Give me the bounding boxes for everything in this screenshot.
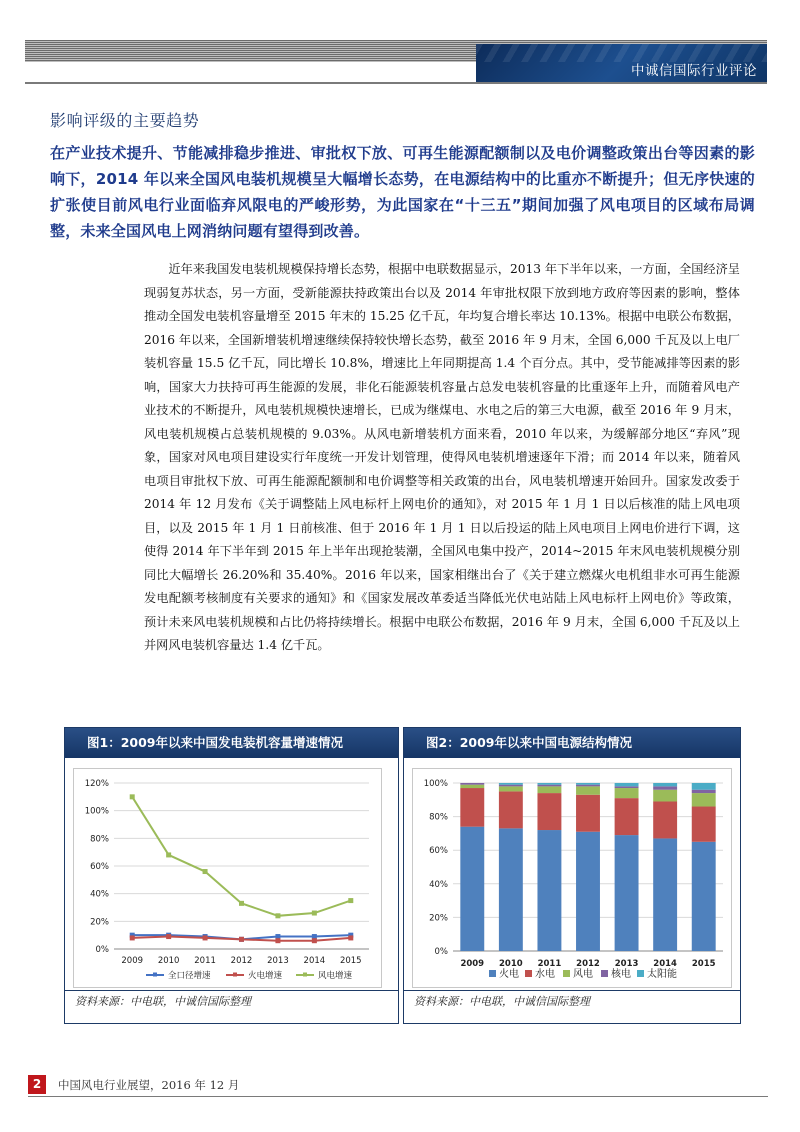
data-point <box>312 938 317 943</box>
figure-1 <box>64 727 399 1024</box>
x-tick-label: 2011 <box>194 956 216 966</box>
x-tick-label: 2015 <box>339 956 362 966</box>
data-point <box>312 911 317 916</box>
data-point <box>239 901 244 906</box>
growth-line-chart <box>74 769 381 987</box>
figure-2-divider <box>404 990 740 991</box>
y-tick-label: 0% <box>95 945 109 955</box>
data-point <box>166 934 171 939</box>
bar-segment <box>615 783 639 786</box>
bar-segment <box>692 807 716 842</box>
figure-2 <box>403 727 741 1024</box>
section-heading: 影响评级的主要趋势 <box>50 111 200 130</box>
x-tick-label: 2014 <box>653 959 677 969</box>
bar-segment <box>537 785 561 787</box>
data-point <box>239 937 244 942</box>
y-tick-label: 60% <box>429 846 448 857</box>
bar-segment <box>460 783 484 785</box>
bar-segment <box>499 791 523 828</box>
x-tick-label: 2011 <box>537 959 562 969</box>
structure-bar-chart <box>413 769 731 987</box>
y-tick-label: 120% <box>84 779 109 789</box>
data-point <box>348 898 353 903</box>
data-point <box>275 913 280 918</box>
footer-text: 中国风电行业展望，2016 年 12 月 <box>58 1078 240 1092</box>
legend-swatch <box>601 970 608 977</box>
bar-segment <box>460 785 484 788</box>
x-tick-label: 2009 <box>460 959 485 969</box>
series-line <box>132 797 351 916</box>
x-tick-label: 2015 <box>691 959 716 969</box>
footer-rule <box>28 1096 768 1097</box>
y-tick-label: 60% <box>90 862 109 872</box>
data-point <box>130 935 135 940</box>
figure-1-title: 图1：2009年以来中国发电装机容量增速情况 <box>65 728 398 758</box>
figure-2-source: 资料来源：中电联，中诚信国际整理 <box>414 995 590 1008</box>
figure-1-chart <box>73 768 382 988</box>
bar-segment <box>653 786 677 789</box>
x-tick-label: 2010 <box>157 956 180 966</box>
bar-segment <box>499 786 523 791</box>
bar-segment <box>537 793 561 830</box>
bar-segment <box>692 783 716 790</box>
y-tick-label: 40% <box>90 889 109 900</box>
legend-label: 火电增速 <box>248 971 283 981</box>
header-tab <box>476 44 767 82</box>
legend-label: 核电 <box>611 969 631 980</box>
body-paragraph: 近年来我国发电装机规模保持增长态势，根据中电联数据显示，2013 年下半年以来，一方面，全国经济呈现弱复苏状态，另一方面，受新能源扶持政策出台以及 2014 年审批权限下放到地方政府等因素的影响，整体推动全国发电装机容量增至 2015 年末的 15.25 亿千瓦，年均复合增长率达 10.13%。根据中电联公布数据，2016 年以来，全国新增装机增速继续保持较快增长态势，截至 2016 年 9 月末，全国 6,000 千瓦及以上电厂装机容量 15.5 亿千瓦，同比增长 10.8%，增速比上年同期提高 1.4 个百分点。其中，受节能减排等因素的影响，国家大力扶持可再生能源的发展，非化石能源装机容量占总发电装机容量的比重逐年上升，而随着风电产业技术的不断提升，风电装机规模快速增长，已成为继煤电、水电之后的第三大电源，截至 2016 年 9 月末，风电装机规模占总装机规模的 9.03%。从风电新增装机方面来看，2010 年以来，为缓解部分地区“弃风”现象，国家对风电项目建设实行年度统一开发计划管理，使得风电装机增速逐年下滑；而 2014 年以来，随着风电项目审批权下放、可再生能源配额制和电价调整等相关政策的出台，风电装机增速开始回升。国家发改委于 2014 年 12 月发布《关于调整陆上风电标杆上网电价的通知》，对 2015 年 1 月 1 日以后核准的陆上风电项目，以及 2015 年 1 月 1 日前核准、但于 2016 年 1 月 1 日以后投运的陆上风电项目上网电价进行下调，这使得 2014 年下半年到 2015 年上半年出现抢装潮，全国风电集中投产，2014~2015 年末风电装机规模分别同比大幅增长 26.20%和 35.40%。2016 年以来，国家相继出台了《关于建立燃煤火电机组非水可再生能源发电配额考核制度有关要求的通知》和《国家发展改革委适当降低光伏电站陆上风电标杆上网电价》等政策，预计未来风电装机规模和占比仍将持续增长。根据中电联公布数据，2016 年 9 月末，全国 6,000 千瓦及以上并网风电装机容量达 1.4 亿千瓦。 <box>144 262 740 652</box>
figure-2-chart <box>412 768 732 988</box>
page-number: 2 <box>28 1075 46 1094</box>
bar-segment <box>576 786 600 794</box>
y-tick-label: 20% <box>90 917 109 928</box>
bar-segment <box>460 827 484 951</box>
bar-segment <box>615 788 639 798</box>
bar-segment <box>499 828 523 951</box>
bar-segment <box>692 842 716 951</box>
bar-segment <box>692 790 716 793</box>
legend-label: 全口径增速 <box>168 971 211 981</box>
legend-swatch <box>637 970 644 977</box>
legend-swatch <box>525 970 532 977</box>
bar-segment <box>615 798 639 835</box>
y-tick-label: 100% <box>84 806 109 817</box>
x-tick-label: 2012 <box>576 959 600 969</box>
legend-marker <box>233 973 237 977</box>
bar-segment <box>653 790 677 802</box>
y-tick-label: 40% <box>429 879 448 890</box>
x-tick-label: 2012 <box>230 956 253 966</box>
bar-segment <box>460 788 484 827</box>
y-tick-label: 100% <box>423 779 448 789</box>
legend-label: 风电增速 <box>318 971 353 981</box>
y-tick-label: 0% <box>434 947 448 957</box>
bar-segment <box>653 801 677 838</box>
bar-segment <box>499 785 523 787</box>
legend-swatch <box>563 970 570 977</box>
bar-segment <box>576 832 600 951</box>
legend-label: 水电 <box>535 969 555 980</box>
bar-segment <box>537 786 561 793</box>
bar-segment <box>537 783 561 785</box>
legend-label: 风电 <box>573 969 593 980</box>
y-tick-label: 80% <box>429 812 448 823</box>
figure-2-title: 图2：2009年以来中国电源结构情况 <box>404 728 740 758</box>
data-point <box>275 938 280 943</box>
bar-segment <box>576 795 600 832</box>
figure-1-source: 资料来源：中电联，中诚信国际整理 <box>75 995 251 1008</box>
legend-label: 太阳能 <box>647 969 677 980</box>
data-point <box>130 794 135 799</box>
bar-segment <box>615 835 639 951</box>
bar-segment <box>653 838 677 951</box>
x-tick-label: 2014 <box>303 956 326 966</box>
legend-label: 火电 <box>499 969 519 980</box>
data-point <box>348 935 353 940</box>
body-text <box>144 258 740 658</box>
legend-swatch <box>489 970 496 977</box>
y-tick-label: 80% <box>90 834 109 845</box>
header-title: 中诚信国际行业评论 <box>631 63 757 79</box>
x-tick-label: 2013 <box>267 956 289 966</box>
bar-segment <box>615 786 639 788</box>
data-point <box>203 869 208 874</box>
x-tick-label: 2009 <box>121 956 144 966</box>
x-tick-label: 2013 <box>614 959 639 969</box>
legend-marker <box>153 973 157 977</box>
bar-segment <box>537 830 561 951</box>
legend-marker <box>303 973 307 977</box>
header-rule <box>25 82 767 84</box>
y-tick-label: 20% <box>429 913 448 924</box>
key-trends-summary: 在产业技术提升、节能减排稳步推进、审批权下放、可再生能源配额制以及电价调整政策出台等因素的影响下，2014 年以来全国风电装机规模呈大幅增长态势，在电源结构中的比重亦不断提升；但无序快速的扩张使目前风电行业面临弃风限电的严峻形势，为此国家在“十三五”期间加强了风电项目的区域布局调整，未来全国风电上网消纳问题有望得到改善。 <box>50 144 755 240</box>
bar-segment <box>692 793 716 806</box>
bar-segment <box>576 783 600 785</box>
x-tick-label: 2010 <box>499 959 523 969</box>
data-point <box>203 935 208 940</box>
bar-segment <box>653 783 677 786</box>
bar-segment <box>576 785 600 787</box>
data-point <box>166 852 171 857</box>
figure-1-divider <box>65 990 398 991</box>
bar-segment <box>499 783 523 785</box>
